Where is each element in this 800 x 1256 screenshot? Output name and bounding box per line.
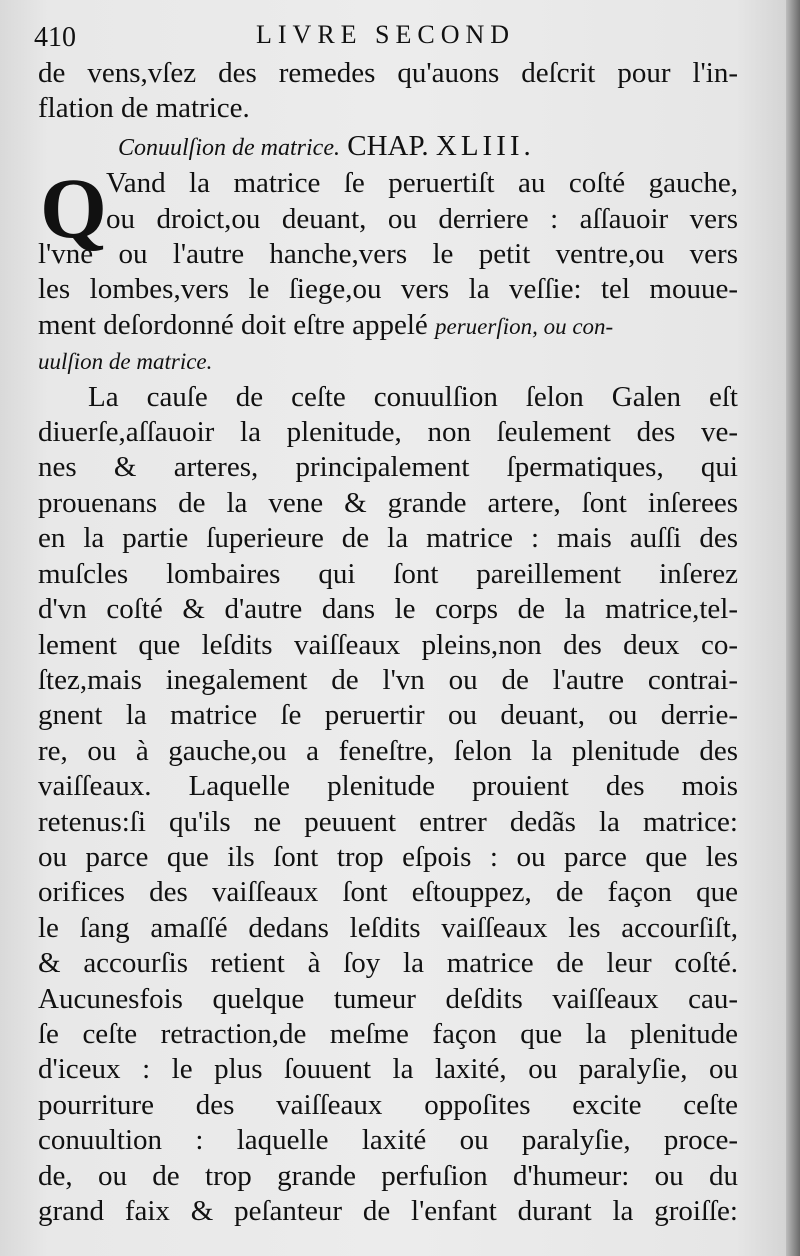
text-line: pourriture des vaiſſeaux oppoſites excite ceſte	[38, 1088, 738, 1121]
text-line: muſcles lombaires qui ſont pareillement inſerez	[38, 557, 738, 590]
chapter-label: CHAP.	[347, 129, 429, 162]
page-body	[38, 56, 738, 1229]
page-number: 410	[34, 22, 76, 53]
running-head	[34, 18, 776, 54]
text-line: La cauſe de ceſte conuulſion ſelon Galen eſt	[88, 380, 738, 413]
italic-term: peruerſion, ou con-	[435, 313, 614, 339]
text-line: diuerſe,aſſauoir la plenitude, non ſeulement des ve-	[38, 416, 738, 449]
text-run: ment deſordonné doit eſtre appelé	[38, 308, 428, 341]
text-line: en la partie ſuperieure de la matrice : mais auſſi des	[38, 522, 738, 555]
text-line: le ſang amaſſé dedans leſdits vaiſſeaux les accourſiſt,	[38, 911, 738, 944]
text-line: Vand la matrice ſe peruertiſt au coſté gauche,	[106, 167, 738, 200]
page-edge-shadow	[786, 0, 800, 1256]
text-line: de, ou de trop grande perfuſion d'humeur: ou du	[38, 1159, 738, 1192]
running-title: LIVRE SECOND	[256, 20, 516, 49]
text-line: les lombes,vers le ſiege,ou vers la veſſie: tel mouue-	[38, 273, 738, 306]
text-line: Aucunesfois quelque tumeur deſdits vaiſſeaux cau-	[38, 982, 738, 1015]
text-line: ou parce que ils ſont trop eſpois : ou parce que les	[38, 840, 738, 873]
text-line: l'vne ou l'autre hanche,vers le petit ventre,ou vers	[38, 238, 738, 271]
text-line: nes & arteres, principalement ſpermatiques, qui	[38, 451, 738, 484]
text-line: conuultion : laquelle laxité ou paralyſie, proce-	[38, 1124, 738, 1157]
text-line: grand faix & peſanteur de l'enfant durant la groiſſe:	[38, 1195, 738, 1227]
text-line: re, ou à gauche,ou a feneſtre, ſelon la plenitude des	[38, 734, 738, 767]
italic-term-line: uulſion de matrice.	[38, 349, 213, 375]
text-line: ou droict,ou deuant, ou derriere : aſſauoir vers	[106, 202, 738, 235]
text-line: vaiſſeaux. Laquelle plenitude prouient des mois	[38, 770, 738, 803]
text-line: ſe ceſte retraction,de meſme façon que la plenitude	[38, 1017, 738, 1050]
text-line: orifices des vaiſſeaux ſont eſtouppez, de façon que	[38, 876, 738, 909]
text-line: prouenans de la vene & grande artere, ſont inſerees	[38, 486, 738, 519]
text-line: retenus:ſi qu'ils ne peuuent entrer dedãs la matrice:	[38, 805, 738, 838]
text-line: gnent la matrice ſe peruertir ou deuant, ou derrie-	[38, 699, 738, 732]
drop-cap: Q	[40, 160, 107, 257]
text-line: flation de matrice.	[38, 92, 250, 125]
chapter-heading	[38, 129, 738, 166]
text-line: d'iceux : le plus ſouuent la laxité, ou paralyſie, ou	[38, 1053, 738, 1086]
text-line: d'vn coſté & d'autre dans le corps de la matrice,tel-	[38, 593, 738, 626]
chapter-title: Conuulſion de matrice.	[118, 134, 340, 161]
text-line: lement que leſdits vaiſſeaux pleins,non des deux co-	[38, 628, 738, 661]
text-line: ſtez,mais inegalement de l'vn ou de l'autre contrai-	[38, 663, 738, 696]
text-line	[38, 308, 738, 344]
chapter-number: XLIII.	[435, 129, 535, 162]
text-line: & accourſis retient à ſoy la matrice de leur coſté.	[38, 947, 738, 980]
first-paragraph	[38, 160, 738, 379]
text-line: de vens,vſez des remedes qu'auons deſcrit pour l'in-	[38, 57, 738, 89]
